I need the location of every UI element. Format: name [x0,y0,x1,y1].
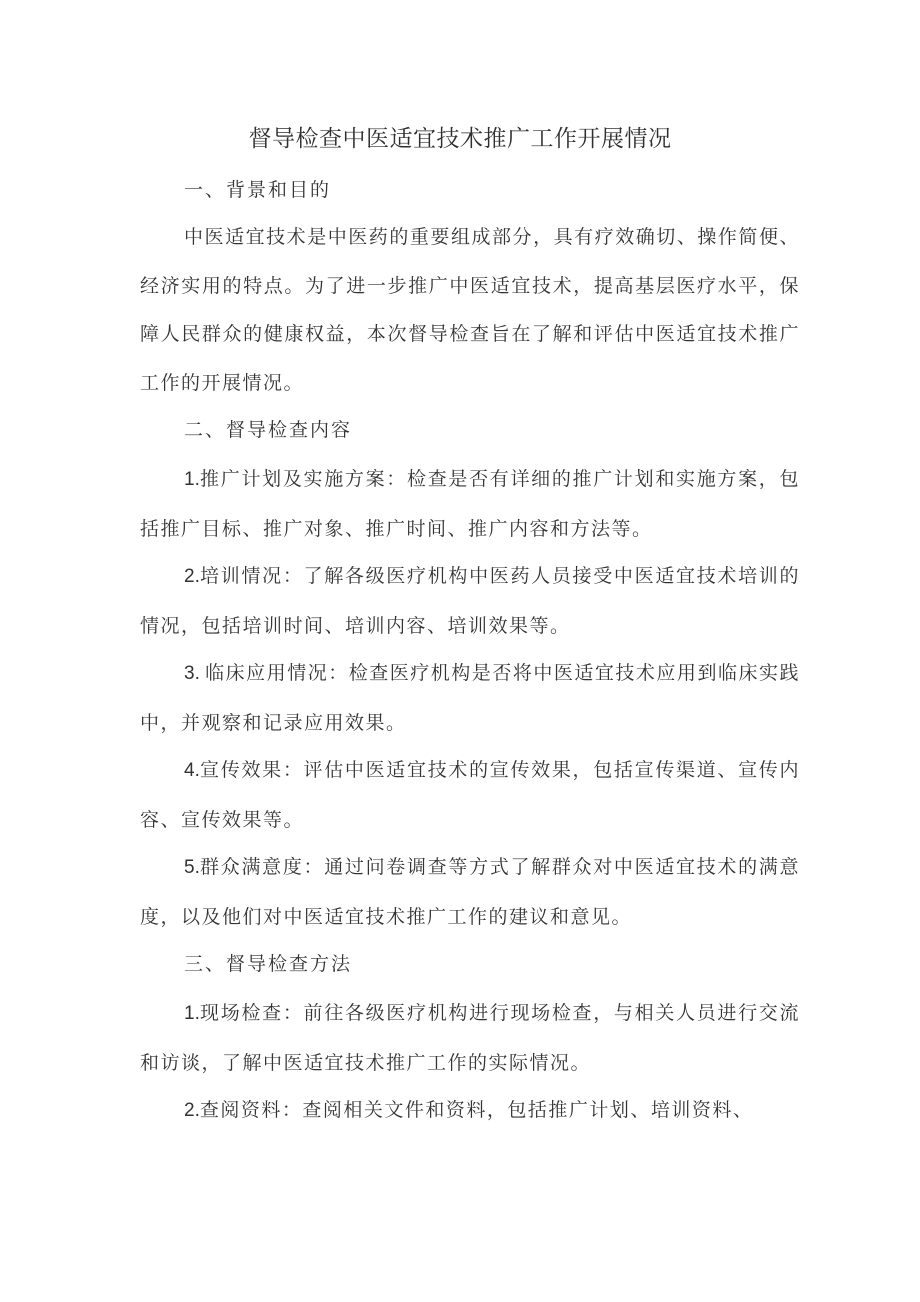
item-text: 群众满意度：通过问卷调查等方式了解群众对中医适宜技术的满意度，以及他们对中医适宜技术推广工作的建议和意见。 [140,856,800,928]
item-number: 3. [184,663,206,684]
item-text: 临床应用情况：检查医疗机构是否将中医适宜技术应用到临床实践中，并观察和记录应用效果。 [140,662,800,734]
item-number: 5. [184,857,200,878]
section-heading-method: 三、督导检查方法 [184,953,353,975]
list-item-documents [140,1086,800,1136]
item-number: 2. [184,566,200,587]
item-text: 宣传效果：评估中医适宜技术的宣传效果，包括宣传渠道、宣传内容、宣传效果等。 [140,759,800,831]
paragraph-background-body: 中医适宜技术是中医药的重要组成部分，具有疗效确切、操作简便、经济实用的特点。为了进一步推广中医适宜技术，提高基层医疗水平，保障人民群众的健康权益，本次督导检查旨在了解和评估中医适宜技术推广工作的开展情况。 [140,226,800,394]
list-item-training [140,552,800,650]
item-number: 2. [184,1100,200,1121]
item-text: 查阅资料：查阅相关文件和资料，包括推广计划、培训资料、 [199,1099,754,1121]
list-item-onsite [140,989,800,1087]
section-heading-background: 一、背景和目的 [184,179,332,201]
list-item-satisfaction [140,843,800,941]
list-item-publicity [140,746,800,844]
section-heading-content: 二、督导检查内容 [184,419,353,441]
list-item-clinical [140,649,800,747]
item-text: 推广计划及实施方案：检查是否有详细的推广计划和实施方案，包括推广目标、推广对象、推广时间、推广内容和方法等。 [140,468,800,540]
list-item-plan [140,455,800,553]
item-text: 培训情况：了解各级医疗机构中医药人员接受中医适宜技术培训的情况，包括培训时间、培训内容、培训效果等。 [140,565,800,637]
item-number: 1. [184,1003,200,1024]
item-number: 1. [184,469,200,490]
document-title: 督导检查中医适宜技术推广工作开展情况 [248,126,672,152]
item-text: 现场检查：前往各级医疗机构进行现场检查，与相关人员进行交流和访谈，了解中医适宜技术推广工作的实际情况。 [140,1002,800,1074]
item-number: 4. [184,760,200,781]
